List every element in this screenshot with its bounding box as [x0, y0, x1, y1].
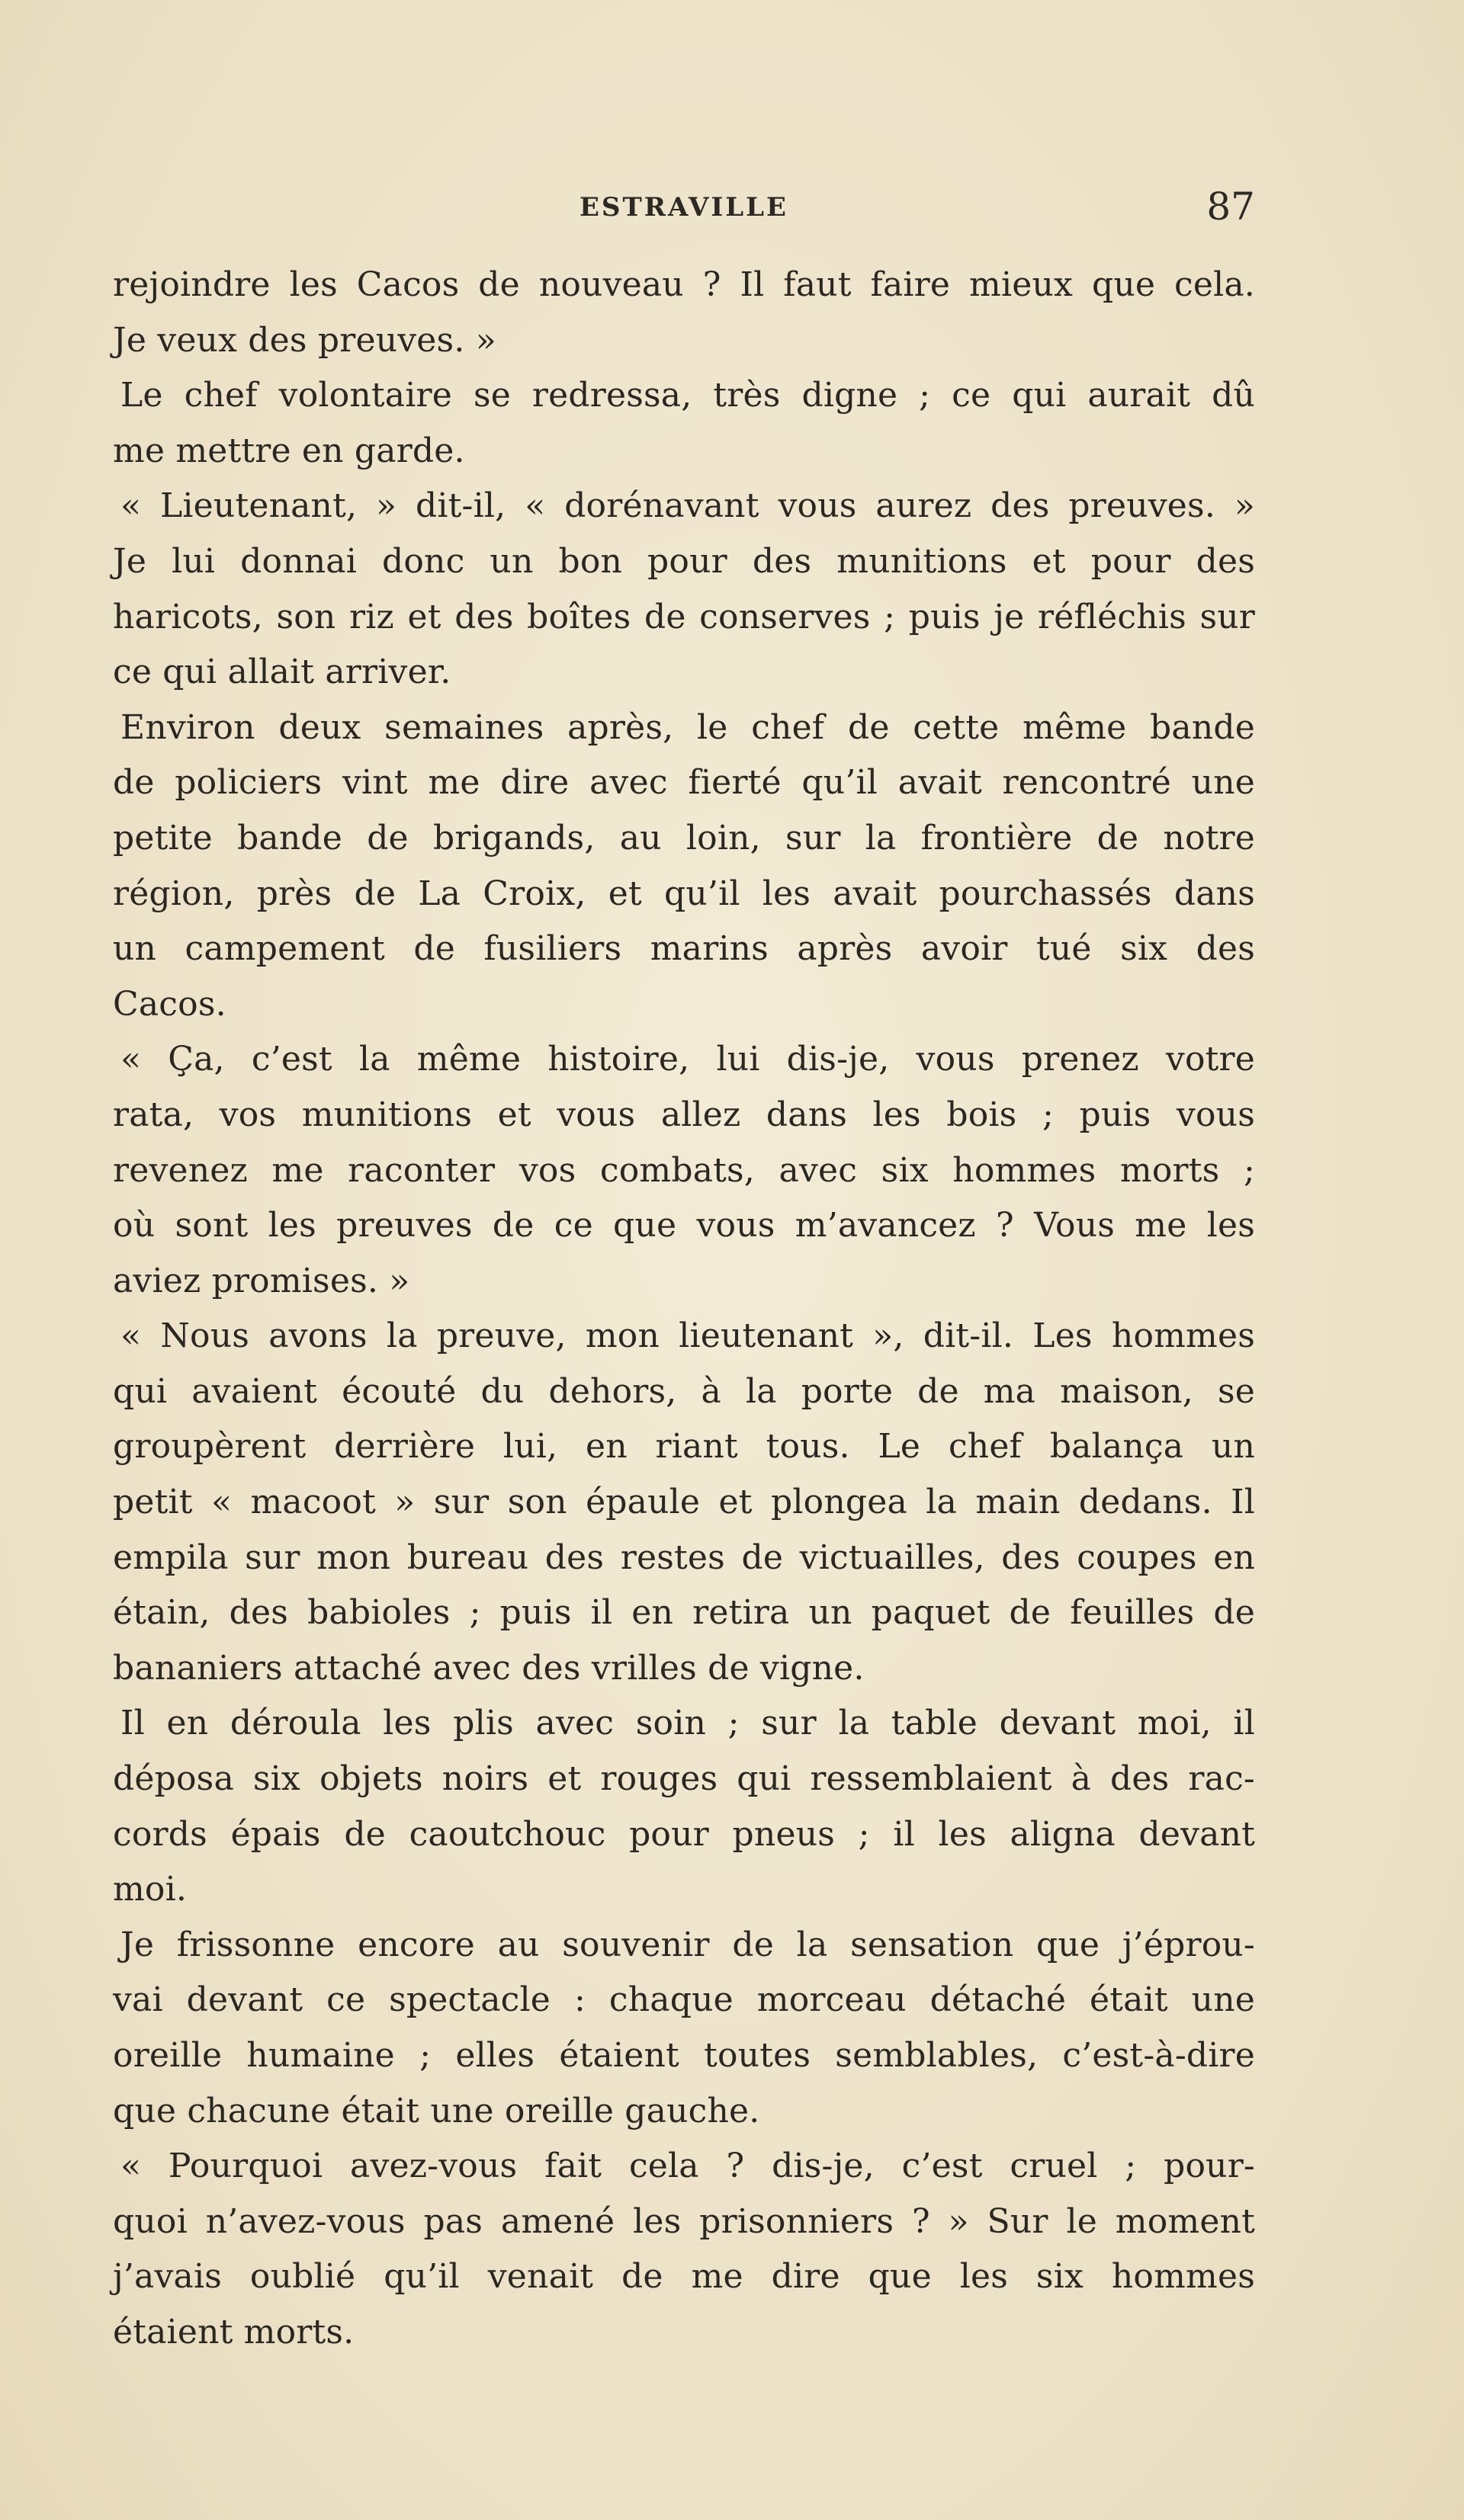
text-line: où sont les preuves de ce que vous m’avancez ? Vous me les — [113, 1206, 1255, 1246]
text-line: « Lieutenant, » dit-il, « dorénavant vous aurez des preuves. » — [120, 486, 1255, 526]
text-line: bananiers attaché avec des vrilles de vigne. — [113, 1648, 865, 1688]
text-line: « Nous avons la preuve, mon lieutenant », dit-il. Les hommes — [120, 1316, 1255, 1356]
text-line: Je lui donnai donc un bon pour des munitions et pour des — [113, 541, 1255, 581]
text-line: empila sur mon bureau des restes de victuailles, des coupes en — [113, 1537, 1255, 1577]
running-head — [113, 184, 1255, 238]
text-line: revenez me raconter vos combats, avec six hommes morts ; — [113, 1150, 1255, 1190]
page-number: 87 — [1206, 184, 1255, 229]
text-line: étain, des babioles ; puis il en retira un paquet de feuilles de — [113, 1593, 1255, 1633]
text-line: j’avais oublié qu’il venait de me dire que les six hommes — [113, 2257, 1255, 2297]
text-line: « Pourquoi avez-vous fait cela ? dis-je, c’est cruel ; pour- — [120, 2146, 1255, 2186]
text-line: qui avaient écouté du dehors, à la porte de ma maison, se — [113, 1371, 1255, 1411]
text-line: Je veux des preuves. » — [113, 320, 496, 360]
text-line: Le chef volontaire se redressa, très digne ; ce qui aurait dû — [120, 376, 1255, 415]
text-line: groupèrent derrière lui, en riant tous. Le chef balança un — [113, 1427, 1255, 1467]
text-line: étaient morts. — [113, 2312, 355, 2352]
text-line: Environ deux semaines après, le chef de cette même bande — [120, 707, 1255, 747]
text-line: rata, vos munitions et vous allez dans les bois ; puis vous — [113, 1095, 1255, 1134]
text-line: déposa six objets noirs et rouges qui ressemblaient à des rac- — [113, 1759, 1255, 1799]
body-text — [113, 258, 1255, 2361]
text-line: que chacune était une oreille gauche. — [113, 2091, 760, 2130]
text-line: cords épais de caoutchouc pour pneus ; il les aligna devant — [113, 1814, 1255, 1854]
text-line: ce qui allait arriver. — [113, 652, 451, 692]
text-line: Cacos. — [113, 984, 226, 1024]
text-line: Je frissonne encore au souvenir de la sensation que j’éprou- — [120, 1925, 1255, 1964]
text-line: « Ça, c’est la même histoire, lui dis-je, vous prenez votre — [120, 1040, 1255, 1079]
text-line: quoi n’avez-vous pas amené les prisonniers ? » Sur le moment — [113, 2201, 1255, 2241]
text-line: oreille humaine ; elles étaient toutes semblables, c’est-à-dire — [113, 2036, 1255, 2075]
text-line: aviez promises. » — [113, 1261, 410, 1300]
running-title: ESTRAVILLE — [580, 192, 788, 223]
text-line: moi. — [113, 1870, 188, 1909]
text-line: de policiers vint me dire avec fierté qu’il avait rencontré une — [113, 763, 1255, 803]
text-line: Il en déroula les plis avec soin ; sur la table devant moi, il — [120, 1704, 1255, 1743]
text-line: rejoindre les Cacos de nouveau ? Il faut faire mieux que cela. — [113, 265, 1255, 304]
text-line: vai devant ce spectacle : chaque morceau détaché était une — [113, 1980, 1255, 2020]
text-line: petite bande de brigands, au loin, sur la frontière de notre — [113, 818, 1255, 858]
text-line: petit « macoot » sur son épaule et plongea la main dedans. Il — [113, 1483, 1255, 1522]
text-line: un campement de fusiliers marins après avoir tué six des — [113, 929, 1255, 969]
text-line: région, près de La Croix, et qu’il les avait pourchassés dans — [113, 874, 1255, 913]
text-line: haricots, son riz et des boîtes de conserves ; puis je réfléchis sur — [113, 597, 1255, 636]
text-line: me mettre en garde. — [113, 431, 465, 470]
